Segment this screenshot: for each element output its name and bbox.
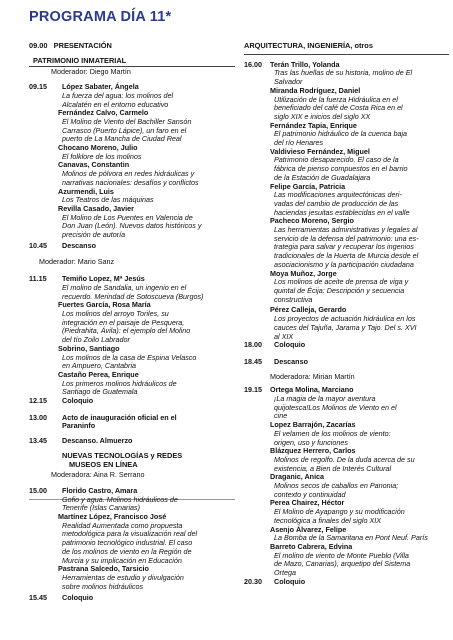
talk-title: quintal de Écija: Descripción y secuencia	[274, 285, 405, 295]
section-nuevas-header: NUEVAS TECNOLOGÍAS y REDES	[62, 450, 183, 460]
talk-title: en Ampuero, Cantabria	[62, 361, 137, 371]
talk-title: Los primeros molinos hidráulicos de	[62, 378, 177, 388]
talk-title: (Piedrahita, Ávila): el ejemplo del Molino	[62, 326, 191, 336]
speaker-name: Valdivieso Fernández, Miguel	[270, 146, 370, 156]
moderator: Moderador: Diego Martín	[51, 67, 131, 77]
talk-title: Salvador	[274, 77, 303, 87]
speaker-name: Fernández Tapia, Enrique	[270, 120, 357, 130]
speaker-name: Temiño Lopez, Mª Jesús	[62, 274, 145, 284]
talk-title: El molino de viento de Monte Pueblo (Villa	[274, 550, 409, 560]
time-1215: 12.15	[29, 396, 47, 406]
time-1915: 19.15	[244, 385, 262, 395]
discussion-label: Coloquio	[62, 396, 94, 406]
talk-title: La fuerza del agua: los molinos del	[62, 90, 174, 100]
right-column	[244, 42, 449, 586]
talk-title: narrativas nacionales: desafíos y conflictos	[62, 177, 199, 187]
speaker-name: López Sabater, Ángela	[62, 82, 139, 92]
talk-title: Carrasco (Puerto Lápice), un faro en el	[62, 125, 187, 135]
talk-title: origen, uso y funciones	[274, 437, 348, 447]
time-0900: 09.00	[29, 41, 48, 50]
speaker-name: Felipe García, Patricia	[270, 181, 346, 191]
talk-title: Molinos de pólvora en redes hidráulicas y	[62, 169, 195, 179]
speaker-name: Chocano Moreno, Julio	[58, 143, 138, 153]
talk-title: sobre molinos hidráulicos	[62, 581, 144, 591]
talk-title: Los proyectos de actuación hidráulica en los	[274, 314, 416, 324]
talk-title: Don Juan (León). Nuevos datos históricos y	[62, 221, 202, 231]
talk-title: Tenerife (Islas Canarias)	[62, 503, 141, 513]
talk-title: metodológica para la visualización real del	[62, 529, 198, 539]
talk-title: al XIX	[274, 331, 294, 341]
speaker-name: Ortega Molina, Marciano	[270, 385, 354, 395]
speaker-name: Barreto Cabrera, Edvina	[270, 541, 353, 551]
time-1345: 13.45	[29, 436, 47, 446]
talk-title: asociacionismo y la participación ciudadana	[274, 259, 414, 269]
speaker-name: Perea Chairez, Héctor	[270, 498, 345, 508]
talk-title: La Bomba de la Samaritana en Pont Neuf. París	[274, 533, 428, 543]
talk-title: cauces del Tajuña, Jarama y Tajo. Del s. XVI	[274, 322, 417, 332]
talk-title: quijotesca!Los Molinos de Viento en el	[274, 402, 397, 412]
talk-title: Molinos secos de caballos en Panonia;	[274, 481, 399, 491]
talk-title: de Mazo, Canarias), arquetipo del Sistema	[274, 559, 411, 569]
talk-title: constructiva	[274, 294, 313, 304]
talk-title: El Molino de Ayapango y su modificación	[274, 507, 405, 517]
event-label: Acto de inauguración oficial en el	[62, 412, 177, 422]
talk-title: del río Henares	[274, 138, 324, 148]
talk-title: tradicionales de la Huerta de Murcia desde el	[274, 251, 419, 261]
talk-title: El Molino de Viento del Bachiller Sansón	[62, 116, 192, 126]
talk-title: cine	[274, 411, 288, 421]
speaker-name: Castaño Perea, Enrique	[58, 369, 139, 379]
left-column	[29, 42, 235, 603]
talk-title: Los molinos de aceite de prensa de viga y	[274, 277, 409, 287]
talk-title: integración en el paisaje de Pesquera,	[62, 317, 185, 327]
discussion-label: Coloquio	[274, 576, 306, 586]
talk-title: Santiago de Guatemala	[62, 387, 138, 397]
section-patrimonio-header: PATRIMONIO INMATERIAL	[33, 55, 127, 65]
speaker-name: Terán Trillo, Yolanda	[270, 59, 340, 69]
discussion-label: Coloquio	[62, 593, 94, 603]
time-1115: 11.15	[29, 274, 47, 284]
speaker-name: Fuertes García, Rosa María	[58, 300, 151, 310]
discussion-label: Coloquio	[274, 340, 306, 350]
speaker-name: Pastrana Salcedo, Tarsicio	[58, 564, 149, 574]
talk-title: de la Estación de Guadalajara	[274, 172, 371, 182]
talk-title: ¡La magia de la mayor aventura	[274, 394, 376, 404]
talk-title: Ortega	[274, 568, 296, 578]
talk-title: Realidad Aumentada como propuesta	[62, 520, 183, 530]
talk-title: puerto de La Mancha de Ciudad Real	[62, 134, 182, 144]
talk-title: Tras las huellas de su historia, molino de El	[274, 68, 413, 78]
speaker-name: Blázquez Herrero, Carlos	[270, 446, 356, 456]
divider	[244, 54, 449, 55]
talk-title: recuerdo. Merindad de Sotoscueva (Burgos)	[62, 291, 204, 301]
talk-title: existencia, a Bien de Interés Cultural	[274, 463, 392, 473]
event-label: Paraninfo	[62, 421, 96, 431]
session-presentacion	[29, 42, 235, 51]
talk-title: Murcia y su implicación en Educación	[62, 555, 182, 565]
time-1600: 16.00	[244, 59, 262, 69]
talk-title: fábrica de pienso compuestos en el barrio	[274, 164, 408, 174]
talk-title: El Molino de Los Puentes en Valencia de	[62, 212, 193, 222]
speaker-name: Azurmendi, Luis	[58, 186, 114, 196]
talk-title: Patrimonio desaparecido. El caso de la	[274, 155, 399, 165]
page-title: PROGRAMA DÍA 11*	[29, 9, 172, 25]
speaker-name: Martínez López, Francisco José	[58, 512, 167, 522]
speaker-name: Canavas, Constantin	[58, 160, 130, 170]
talk-title: de los molinos de viento en la Región de	[62, 546, 192, 556]
speaker-name: Lopez Barrajón, Zacarías	[270, 420, 356, 430]
speaker-name: Draganic, Anica	[270, 472, 325, 482]
talk-title: El folklore de los molinos	[62, 151, 142, 161]
talk-title: Los molinos de la casa de Espina Velasco	[62, 352, 197, 362]
talk-title: patrimonio tecnológico industrial. El caso	[62, 538, 193, 548]
talk-title: beneficiado del café de Costa Rica en el	[274, 103, 403, 113]
talk-title: servicio de la defensa del patrimonio: una es-	[274, 233, 419, 243]
talk-title: tecnológica a finales del siglo XIX	[274, 515, 382, 525]
talk-title: haciendas jesuitas establecidas en el valle	[274, 207, 410, 217]
talk-title: Las modificaciones arquitectónicas deri-	[274, 190, 402, 200]
moderator: Moderadora: Aina R. Serrano	[51, 470, 145, 480]
break-label: Descanso	[274, 356, 308, 366]
break-label: Descanso	[62, 240, 96, 250]
time-1500: 15.00	[29, 485, 47, 495]
talk-title: trategia para salvar y recuperar los ingenios	[274, 242, 414, 252]
talk-title: vadas del cambio de producción de las	[274, 198, 399, 208]
presentacion-label: PRESENTACIÓN	[53, 41, 112, 50]
time-1845: 18.45	[244, 356, 262, 366]
section-nuevas-header: MUSEOS EN LÍNEA	[69, 459, 138, 469]
moderator: Moderadora: Mirian Martín	[270, 371, 355, 381]
speaker-name: Florido Castro, Amara	[62, 485, 138, 495]
talk-title: Los Teatros de las máquinas	[62, 195, 154, 205]
talk-title: del tío Zoilo Labrador	[62, 335, 130, 345]
speaker-name: Pacheco Moreno, Sergio	[270, 216, 354, 226]
talk-title: Herramientas de estudio y divulgación	[62, 572, 184, 582]
speaker-name: Sobrino, Santiago	[58, 343, 120, 353]
moderator: Moderador: Mario Sanz	[39, 257, 115, 267]
time-2030: 20.30	[244, 576, 262, 586]
talk-title: Las herramientas administrativas y legales al	[274, 225, 418, 235]
speaker-name: Fernández Calvo, Carmelo	[58, 108, 149, 118]
talk-title: El molino de Sandalia, un ingenio en el	[62, 282, 187, 292]
speaker-name: Miranda Rodríguez, Daniel	[270, 85, 361, 95]
time-1800: 18.00	[244, 340, 262, 350]
lunch-label: Descanso. Almuerzo	[62, 436, 133, 446]
speaker-name: Moya Muñoz, Jorge	[270, 268, 337, 278]
time-1300: 13.00	[29, 412, 47, 422]
talk-title: contexto y continuidad	[274, 489, 346, 499]
speaker-name: Revilla Casado, Javier	[58, 203, 134, 213]
talk-title: Los molinos del arroyo Toriles, su	[62, 308, 169, 318]
talk-title: Alcalatén en el entorno educativo	[62, 99, 169, 109]
talk-title: siglo XIX e inicios del siglo XX	[274, 111, 371, 121]
talk-title: Utilización de la fuerza Hidráulica en el	[274, 94, 398, 104]
speaker-name: Pérez Calleja, Gerardo	[270, 305, 347, 315]
talk-title: Gofio y agua. Molinos hidráulicos de	[62, 494, 178, 504]
talk-title: El velamen de los molinos de viento:	[274, 428, 391, 438]
section-arquitectura-header: ARQUITECTURA, INGENIERÍA, otros	[244, 41, 373, 50]
talk-title: El patrimonio hidráulico de la cuenca baja	[274, 129, 408, 139]
time-0915: 09.15	[29, 82, 47, 92]
talk-title: precisión de autoría	[62, 230, 126, 240]
time-1045: 10.45	[29, 240, 47, 250]
talk-title: Molinos de regolfo. De la duda acerca de su	[274, 454, 415, 464]
time-1545: 15.45	[29, 593, 47, 603]
speaker-name: Asenjo Álvarez, Felipe	[270, 524, 347, 534]
